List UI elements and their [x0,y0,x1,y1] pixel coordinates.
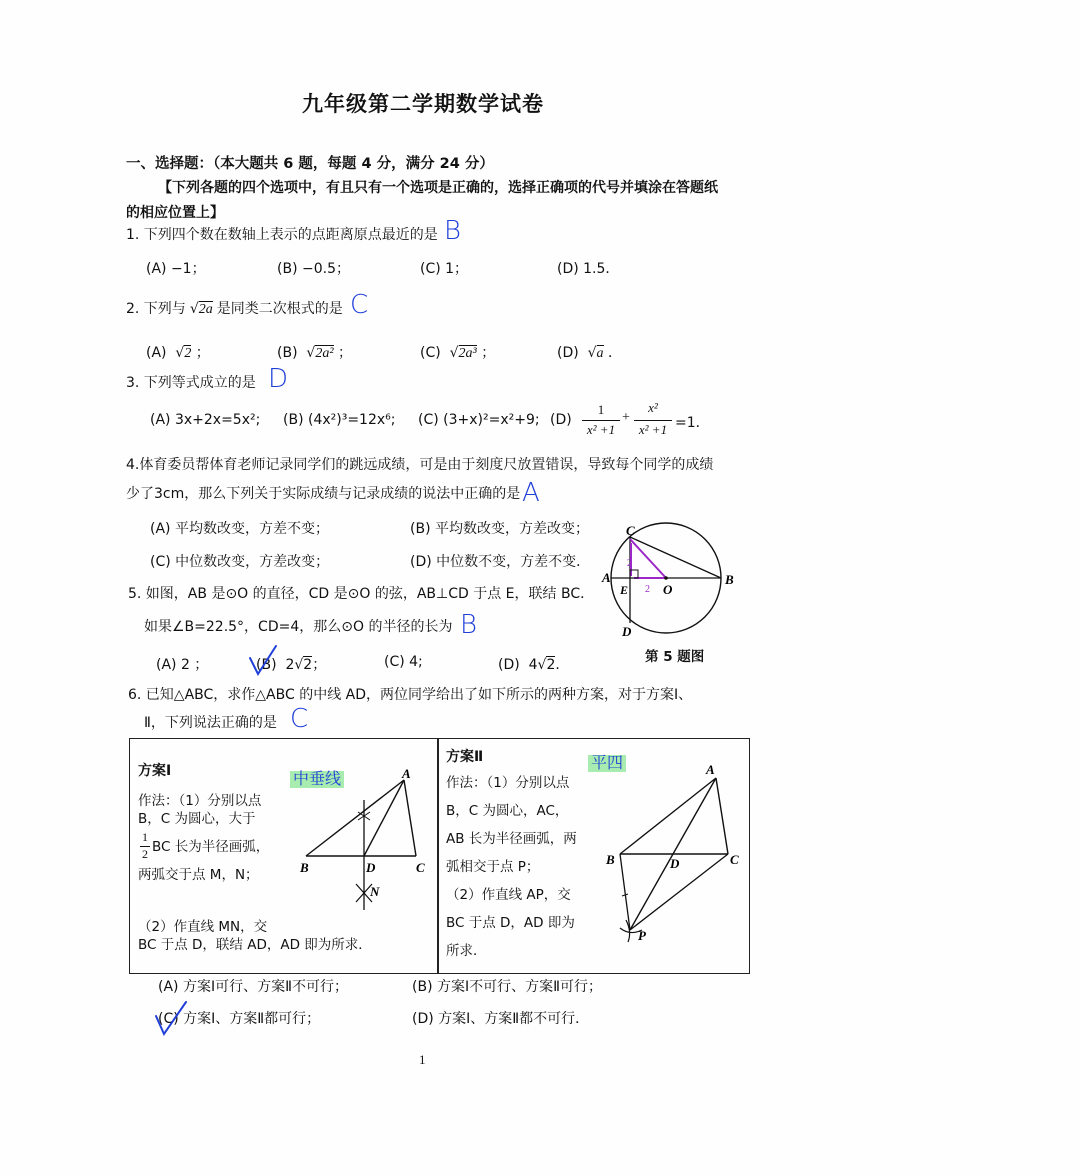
fig5-mark-1: 2 [627,558,632,569]
q1-stem: 1. 下列四个数在数轴上表示的点距离原点最近的是 [126,227,438,243]
q3-d-tail: =1． [675,415,710,431]
plan-1-frac-num: 1 [142,830,148,844]
plan-2-line-3: AB 长为半径画弧，两 [446,831,577,847]
page-number: 1 [419,1052,426,1067]
q2-option-d: (D) √a ． [557,345,622,361]
q5-circle-figure [598,518,744,644]
fig5-label-c: C [626,523,635,538]
plan-1-label-d: D [366,860,376,875]
fig5-label-e: E [620,583,629,597]
q5-stem-line-1: 5. 如图，AB 是⊙O 的直径，CD 是⊙O 的弦，AB⊥CD 于点 E，联结 BC． [128,586,595,602]
plan-2-label-p: P [638,928,646,943]
q5-option-d: (D) 4√2． [498,657,570,673]
plan-1-note: 中垂线 [290,766,344,789]
plan-1-label-c: C [416,860,425,875]
plan-1-label-n: N [370,884,380,899]
plan-2-label-c: C [730,852,739,867]
instruction-line-1: 【下列各题的四个选项中，有且只有一个选项是正确的，选择正确项的代号并填涂在答题纸 [158,180,718,196]
q6-option-c: (C) 方案Ⅰ、方案Ⅱ都可行； [158,1011,321,1027]
q5-check-mark [246,642,280,678]
q2-stem [126,298,343,318]
plan-1-line-4: 两弧交于点 M，N； [138,867,259,883]
q3-stem: 3. 下列等式成立的是 [126,375,256,391]
q2-handwritten-answer: C [350,290,369,320]
q1-option-a: (A) −1； [146,261,206,277]
fig5-label-o: O [663,582,673,597]
q3-d-fraction-2-den: x² +1 [638,422,668,437]
q5-figure-caption: 第 5 题图 [645,649,705,665]
q1-handwritten-answer: B [444,216,462,246]
q3-d-fraction-2-bar [634,420,672,421]
q3-option-a: (A) 3x+2x=5x²; [150,412,261,428]
q2-option-c: (C) √2a³ ； [420,345,496,361]
q5-handwritten-answer: B [460,610,478,640]
q3-d-fraction-1-den: x² +1 [586,422,616,437]
q3-option-c: (C) (3+x)²=x²+9; [418,412,540,428]
plan-2-line-2: B，C 为圆心，AC， [446,803,569,819]
plan-2-line-5: （2）作直线 AP，交 [446,887,571,903]
q1-option-b: (B) −0.5； [277,261,350,277]
q5-option-b: (B) 2√2； [256,657,327,673]
fig5-label-a: A [602,570,611,585]
plan-1-step-2-line-2: BC 于点 D，联结 AD，AD 即为所求． [138,937,372,953]
plan-2-line-6: BC 于点 D，AD 即为 [446,915,575,931]
q2-stem-part-1: 2. 下列与 [126,301,186,317]
section-heading: 一、选择题：（本大题共 6 题，每题 4 分，满分 24 分） [126,156,494,172]
q3-option-d-label: (D) [550,412,572,428]
q6-option-a: (A) 方案Ⅰ可行、方案Ⅱ不可行； [158,979,348,995]
plan-1-line-1: 作法：（1）分别以点 [138,793,262,809]
q6-option-d: (D) 方案Ⅰ、方案Ⅱ都不可行． [412,1011,590,1027]
q4-handwritten-answer: A [522,478,540,508]
q1-option-d: (D) 1.5． [557,261,620,277]
q4-option-b: (B) 平均数改变，方差改变； [410,521,589,537]
plan-1-line-2: B，C 为圆心，大于 [138,811,256,827]
plan-2-line-1: 作法：（1）分别以点 [446,775,570,791]
q6-stem-line-1: 6. 已知△ABC，求作△ABC 的中线 AD，两位同学给出了如下所示的两种方案，对于方案Ⅰ、 [128,687,693,703]
q6-stem-line-2: Ⅱ，下列说法正确的是 [144,715,277,731]
q5-option-a: (A) 2 ； [156,657,209,673]
plan-1-figure [294,760,436,912]
plan-2-line-7: 所求． [446,943,487,959]
q4-stem-line-2: 少了3cm，那么下列关于实际成绩与记录成绩的说法中正确的是 [126,486,521,502]
instruction-line-2: 的相应位置上】 [126,205,224,221]
page-title: 九年级第二学期数学试卷 [302,92,544,116]
plan-2-label-a: A [706,762,715,777]
plan-1-step-2-line-1: （2）作直线 MN，交 [138,919,268,935]
q3-d-fraction-2-num: x² [648,400,658,415]
plan-1-label-a: A [402,766,411,781]
plan-2-note: 平四 [588,750,626,773]
q4-option-d: (D) 中位数不变，方差不变． [410,554,591,570]
q2-option-a: (A) √2 ； [146,345,210,361]
q4-stem-line-1: 4.体育委员帮体育老师记录同学们的跳远成绩，可是由于刻度尺放置错误，导致每个同学的成绩 [126,457,714,473]
plan-1-frac-den: 2 [142,847,148,861]
q5-option-c: (C) 4; [384,654,423,670]
plan-2-line-4: 弧相交于点 P； [446,859,540,875]
q3-option-b: (B) (4x²)³=12x⁶; [283,412,396,428]
plan-2-title: 方案Ⅱ [446,749,484,765]
q2-option-b: (B) √2a² ； [277,345,353,361]
q2-stem-radicand: 2a [198,302,213,317]
q1-option-c: (C) 1； [420,261,469,277]
q2-stem-radical: √2a [189,301,213,317]
q3-d-fraction-1-num: 1 [597,402,605,417]
q3-handwritten-answer: D [268,364,289,394]
fig5-label-b: B [725,572,734,587]
fig5-mark-2: 2 [645,584,650,595]
plan-1-title: 方案Ⅰ [138,763,172,779]
plan-2-figure [600,760,746,946]
plan-1-line-3: BC 长为半径画弧， [152,839,270,855]
q6-handwritten-answer: C [290,704,309,734]
q2-stem-part-2: 是同类二次根式的是 [216,301,343,317]
q6-check-mark [150,1000,190,1038]
plan-2-label-b: B [606,852,615,867]
q3-d-fraction-1-bar [582,420,620,421]
q4-option-a: (A) 平均数改变，方差不变； [150,521,329,537]
plan-2-label-d: D [670,856,680,871]
q5-stem-line-2: 如果∠B=22.5°，CD=4，那么⊙O 的半径的长为 [144,619,453,635]
q3-d-plus: + [622,410,630,425]
q6-option-b: (B) 方案Ⅰ不可行、方案Ⅱ可行； [412,979,602,995]
q4-option-c: (C) 中位数改变，方差改变； [150,554,330,570]
plan-1-label-b: B [300,860,309,875]
fig5-label-d: D [622,624,632,639]
